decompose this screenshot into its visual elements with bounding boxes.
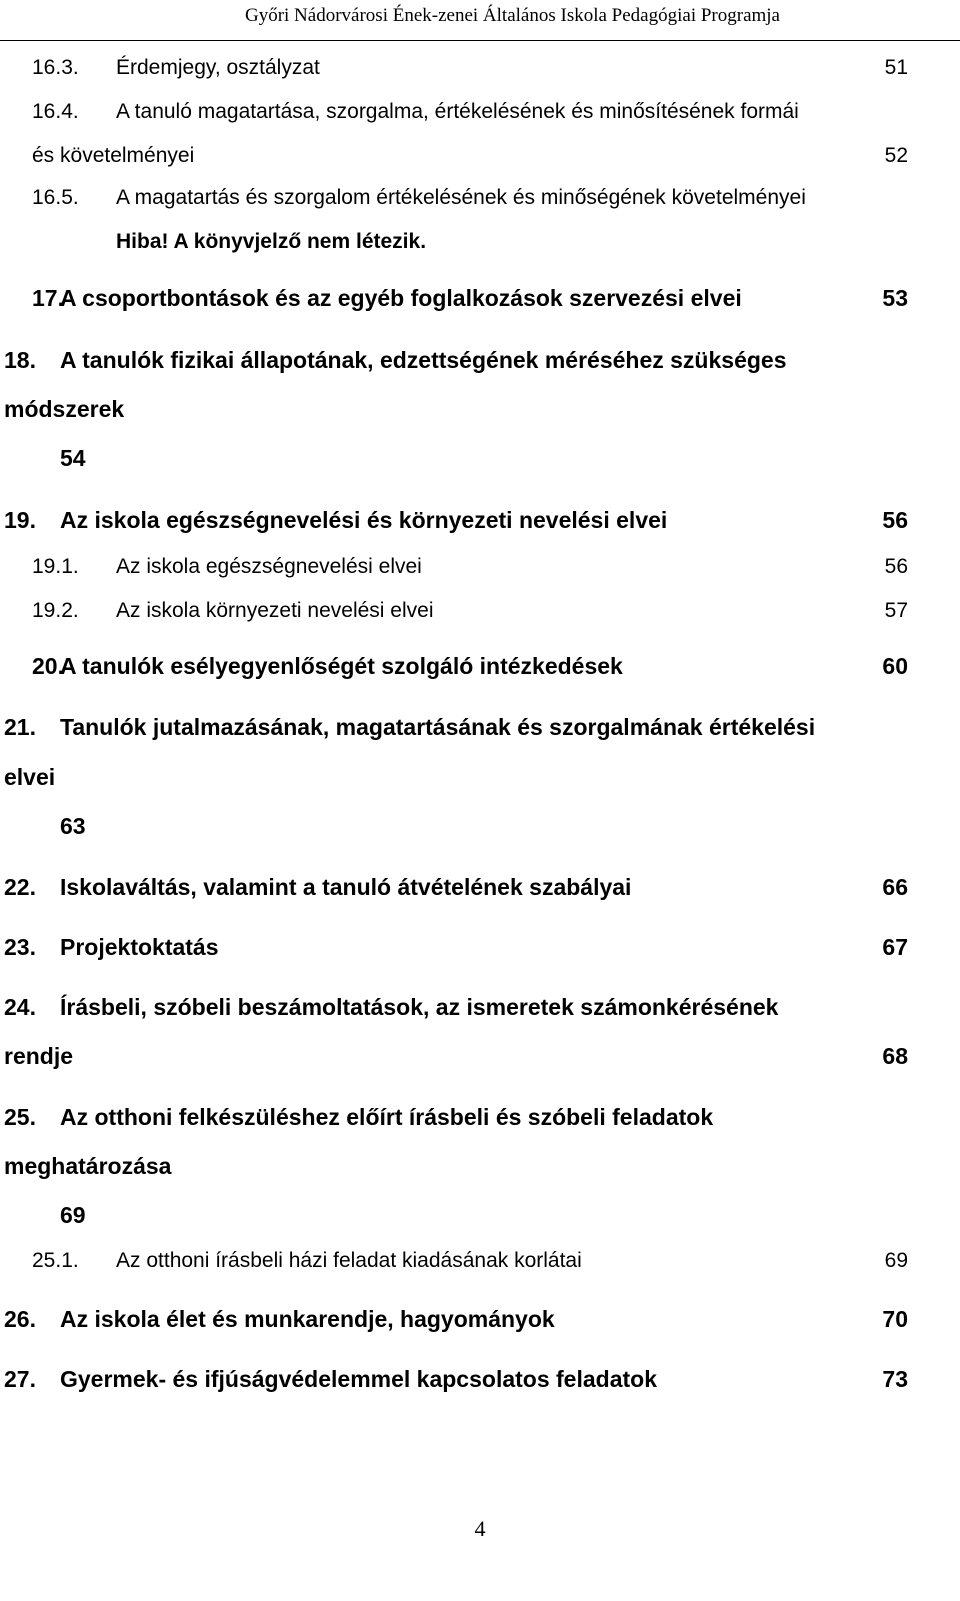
toc-page-16-3: 51 [884,56,908,79]
toc-page-19: 56 [882,507,908,533]
toc-number-16-3: 16.3. [32,56,79,79]
toc-bookmark-error: Hiba! A könyvjelző nem létezik. [116,230,427,253]
toc-number-25: 25. [4,1104,36,1130]
toc-title-25-cont[interactable]: meghatározása [4,1153,172,1179]
toc-number-23: 23. [4,934,36,960]
toc-title-21-cont[interactable]: elvei [4,764,56,790]
toc-title-23[interactable]: Projektoktatás [60,934,219,960]
toc-page-16-4: 52 [884,144,908,167]
toc-title-21[interactable]: Tanulók jutalmazásának, magatartásának és szorgalmának értékelési [60,714,816,740]
toc-number-26: 26. [4,1306,36,1332]
toc-page-19-2: 57 [884,599,908,622]
toc-page-25: 69 [60,1202,86,1228]
toc-page-18: 54 [60,445,86,471]
toc-title-19-2[interactable]: Az iskola környezeti nevelési elvei [116,599,434,622]
toc-page-27: 73 [882,1366,908,1392]
toc-title-19-1[interactable]: Az iskola egészségnevelési elvei [116,555,422,578]
toc-number-24: 24. [4,994,36,1020]
toc-title-27[interactable]: Gyermek- és ifjúságvédelemmel kapcsolatos feladatok [60,1366,657,1392]
toc-page-17: 53 [882,285,908,311]
toc-title-22[interactable]: Iskolaváltás, valamint a tanuló átvételének szabályai [60,874,632,900]
page-number: 4 [474,1516,486,1541]
toc-number-20: 20. [32,653,64,679]
toc-title-25-1[interactable]: Az otthoni írásbeli házi feladat kiadásának korlátai [116,1249,582,1272]
toc-title-18-cont[interactable]: módszerek [4,396,125,422]
toc-title-20[interactable]: A tanulók esélyegyenlőségét szolgáló intézkedések [60,653,623,679]
toc-number-18: 18. [4,347,36,373]
toc-title-17[interactable]: A csoportbontások és az egyéb foglalkozások szervezési elvei [60,285,742,311]
toc-number-16-5: 16.5. [32,186,79,209]
toc-number-21: 21. [4,714,36,740]
toc-title-16-3[interactable]: Érdemjegy, osztályzat [116,56,320,79]
toc-page-21: 63 [60,813,86,839]
toc-page-22: 66 [882,874,908,900]
toc-title-19[interactable]: Az iskola egészségnevelési és környezeti nevelési elvei [60,507,668,533]
toc-page-24: 68 [882,1043,908,1069]
toc-number-19: 19. [4,507,36,533]
toc-title-16-5[interactable]: A magatartás és szorgalom értékelésének és minőségének követelményei [116,186,806,209]
toc-page-23: 67 [882,934,908,960]
toc-title-16-4[interactable]: A tanuló magatartása, szorgalma, értékelésének és minősítésének formái [116,100,799,123]
toc-number-17: 17. [32,285,64,311]
toc-title-25[interactable]: Az otthoni felkészüléshez előírt írásbeli és szóbeli feladatok [60,1104,714,1130]
toc-title-24-cont[interactable]: rendje [4,1043,74,1069]
document-title: Győri Nádorvárosi Ének-zenei Általános Iskola Pedagógiai Programja [244,5,780,26]
toc-title-24[interactable]: Írásbeli, szóbeli beszámoltatások, az ismeretek számonkérésének [60,994,779,1020]
toc-number-25-1: 25.1. [32,1249,79,1272]
toc-number-22: 22. [4,874,36,900]
toc-page-19-1: 56 [884,555,908,578]
toc-number-19-2: 19.2. [32,599,79,622]
toc-number-19-1: 19.1. [32,555,79,578]
toc-page-25-1: 69 [884,1249,908,1272]
toc-title-16-4-cont[interactable]: és követelményei [32,144,195,167]
toc-title-18[interactable]: A tanulók fizikai állapotának, edzettségének méréséhez szükséges [60,347,787,373]
toc-title-26[interactable]: Az iskola élet és munkarendje, hagyományok [60,1306,555,1332]
toc-number-27: 27. [4,1366,36,1392]
toc-page-26: 70 [882,1306,908,1332]
toc-page-20: 60 [882,653,908,679]
toc-number-16-4: 16.4. [32,100,79,123]
